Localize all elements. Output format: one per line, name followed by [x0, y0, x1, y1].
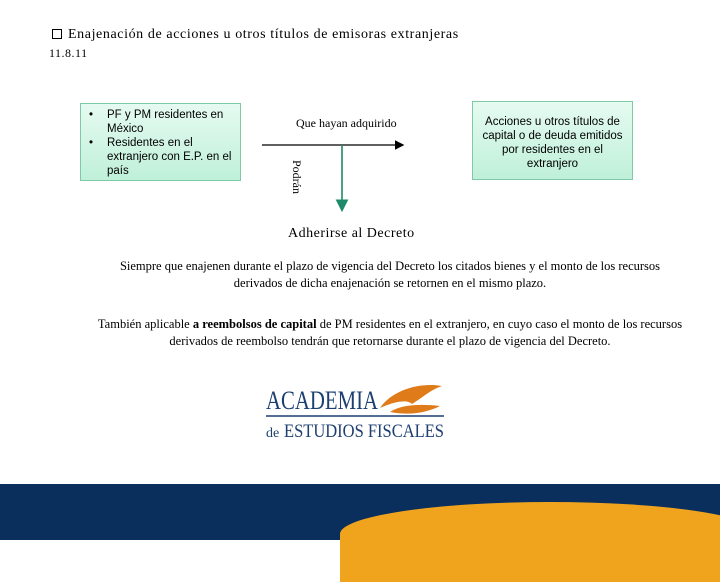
- logo-swoosh-icon: [380, 385, 442, 408]
- bullet-foreign-residents: • Residentes en el extranjero con E.P. en el país: [89, 136, 234, 178]
- reference-number: 11.8.11: [49, 46, 88, 60]
- logo-line2: ESTUDIOS FISCALES: [284, 421, 444, 442]
- slide-title: [52, 27, 459, 43]
- checkbox-bullet-icon: [52, 29, 62, 39]
- subjects-box: [80, 103, 241, 181]
- academia-logo: [262, 376, 452, 446]
- logo-line1: ACADEMIA: [266, 386, 379, 415]
- condition-paragraph: Siempre que enajenen durante el plazo de vigencia del Decreto los citados bienes y el monto de los recursos derivados de dicha enajenación se retornen en el mismo plazo.: [119, 259, 661, 290]
- reimbursement-paragraph: También aplicable a reembolsos de capital de PM residentes en el extranjero, en cuyo caso el monto de los recursos derivados de reembolso tendrán que retornarse durante el plazo de vigencia del Decreto.: [97, 317, 683, 348]
- logo-de: de: [266, 426, 280, 441]
- label-podran: Podrán: [290, 160, 304, 194]
- bold-reembolsos: a reembolsos de capital: [192, 317, 317, 331]
- label-adherirse: Adherirse al Decreto: [288, 226, 415, 241]
- bullet-residents-mexico: • PF y PM residentes en México: [89, 108, 234, 136]
- label-que-hayan-adquirido: Que hayan adquirido: [296, 116, 397, 130]
- footer-orange-curve: [340, 502, 720, 582]
- title-text: Enajenación de acciones u otros títulos de emisoras extranjeras: [68, 27, 459, 42]
- assets-box: Acciones u otros títulos de capital o de deuda emitidos por residentes en el extranjero: [472, 101, 633, 180]
